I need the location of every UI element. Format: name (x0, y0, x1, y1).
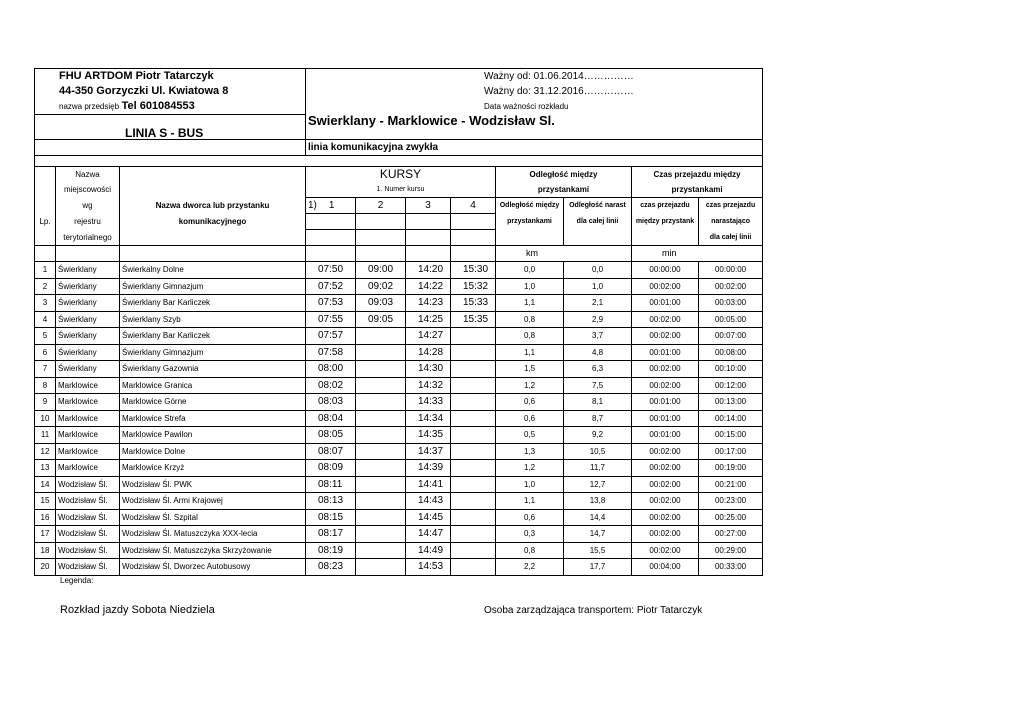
col-town-2: miejscowości (56, 182, 120, 198)
row-travel-time: 00:02:00 (632, 377, 699, 394)
row-distance-cumulative: 7,5 (564, 377, 632, 394)
row-distance: 0,8 (496, 542, 564, 559)
row-number: 11 (35, 427, 56, 444)
company-name: FHU ARTDOM Piotr Tatarczyk (35, 69, 306, 85)
table-row (35, 526, 763, 543)
row-distance-cumulative: 4,8 (564, 344, 632, 361)
row-course-4-time (451, 509, 496, 526)
unit-min: min (632, 246, 763, 262)
row-course-3-time: 14:35 (406, 427, 451, 444)
row-travel-time: 00:02:00 (632, 278, 699, 295)
row-travel-time: 00:02:00 (632, 460, 699, 477)
row-course-2-time: 09:02 (356, 278, 406, 295)
row-travel-time-cumulative: 00:23:00 (699, 493, 763, 510)
row-stop-name: Wodzisław Śl. Matuszczyka XXX-lecia (120, 526, 306, 543)
row-course-4-time (451, 460, 496, 477)
row-travel-time-cumulative: 00:03:00 (699, 295, 763, 312)
table-row (35, 377, 763, 394)
row-course-2-time (356, 559, 406, 576)
col-time-b-1: czas przejazdu (699, 198, 763, 214)
row-distance-cumulative: 14,4 (564, 509, 632, 526)
company-label: nazwa przedsięb (59, 102, 120, 111)
col-dist-a-2: przystankami (496, 214, 564, 230)
row-number: 15 (35, 493, 56, 510)
row-course-3-time: 14:33 (406, 394, 451, 411)
row-travel-time-cumulative: 00:33:00 (699, 559, 763, 576)
row-distance: 0,6 (496, 509, 564, 526)
row-course-1-time: 08:15 (306, 509, 356, 526)
row-town: Marklowice (56, 427, 120, 444)
row-stop-name: Marklowice Dolne (120, 443, 306, 460)
row-town: Marklowice (56, 394, 120, 411)
row-course-2-time (356, 377, 406, 394)
row-distance-cumulative: 8,1 (564, 394, 632, 411)
row-course-3-time: 14:47 (406, 526, 451, 543)
row-stop-name: Wodzisław Śl. Armi Krajowej (120, 493, 306, 510)
company-phone: Tel 601084553 (121, 100, 195, 112)
table-row (35, 427, 763, 444)
transport-manager: Osoba zarządzająca transportem: Piotr Tatarczyk (484, 605, 703, 616)
row-town: Marklowice (56, 410, 120, 427)
row-course-4-time (451, 493, 496, 510)
row-number: 2 (35, 278, 56, 295)
row-town: Marklowice (56, 443, 120, 460)
row-course-2-time: 09:00 (356, 262, 406, 279)
row-travel-time-cumulative: 00:12:00 (699, 377, 763, 394)
row-travel-time: 00:01:00 (632, 394, 699, 411)
row-number: 17 (35, 526, 56, 543)
row-number: 20 (35, 559, 56, 576)
row-stop-name: Marklowice Górne (120, 394, 306, 411)
row-town: Wodzisław Śl. (56, 476, 120, 493)
row-number: 14 (35, 476, 56, 493)
col-time-b-2: narastająco (699, 214, 763, 230)
row-stop-name: Marklowice Granica (120, 377, 306, 394)
table-row (35, 559, 763, 576)
row-distance: 0,8 (496, 328, 564, 345)
row-travel-time: 00:02:00 (632, 311, 699, 328)
table-row (35, 410, 763, 427)
table-row (35, 278, 763, 295)
row-course-3-time: 14:41 (406, 476, 451, 493)
row-distance: 1,1 (496, 295, 564, 312)
course-number-4: 4 (451, 198, 496, 214)
row-travel-time-cumulative: 00:05:00 (699, 311, 763, 328)
row-course-1-time: 07:50 (306, 262, 356, 279)
row-course-1-time: 08:04 (306, 410, 356, 427)
table-row (35, 295, 763, 312)
row-travel-time-cumulative: 00:02:00 (699, 278, 763, 295)
row-distance: 1,0 (496, 476, 564, 493)
route-name: Swierklany - Marklowice - Wodzisław Sl. (306, 115, 763, 140)
table-row (35, 509, 763, 526)
row-travel-time-cumulative: 00:13:00 (699, 394, 763, 411)
row-course-2-time (356, 493, 406, 510)
col-town-1: Nazwa (56, 167, 120, 183)
row-course-1-time: 07:57 (306, 328, 356, 345)
row-distance: 1,3 (496, 443, 564, 460)
row-course-4-time: 15:30 (451, 262, 496, 279)
row-distance: 1,2 (496, 377, 564, 394)
row-travel-time: 00:00:00 (632, 262, 699, 279)
row-number: 18 (35, 542, 56, 559)
row-course-2-time (356, 460, 406, 477)
row-distance-cumulative: 9,2 (564, 427, 632, 444)
row-town: Wodzisław Śl. (56, 509, 120, 526)
row-stop-name: Świerklany Gazownia (120, 361, 306, 378)
row-travel-time-cumulative: 00:14:00 (699, 410, 763, 427)
row-course-4-time: 15:35 (451, 311, 496, 328)
row-stop-name: Świerkalny Dolne (120, 262, 306, 279)
row-course-3-time: 14:43 (406, 493, 451, 510)
row-number: 4 (35, 311, 56, 328)
row-travel-time: 00:01:00 (632, 344, 699, 361)
table-row (35, 328, 763, 345)
row-course-1-time: 08:00 (306, 361, 356, 378)
row-distance-cumulative: 8,7 (564, 410, 632, 427)
col-dist-b-1: Odległość narast (564, 198, 632, 214)
row-course-1-time: 08:17 (306, 526, 356, 543)
row-course-2-time: 09:05 (356, 311, 406, 328)
row-distance-cumulative: 11,7 (564, 460, 632, 477)
row-town: Świerklany (56, 328, 120, 345)
row-course-1-time: 08:09 (306, 460, 356, 477)
row-number: 8 (35, 377, 56, 394)
row-distance-cumulative: 0,0 (564, 262, 632, 279)
row-course-1-time: 08:02 (306, 377, 356, 394)
row-travel-time: 00:02:00 (632, 493, 699, 510)
row-course-4-time: 15:33 (451, 295, 496, 312)
row-course-2-time (356, 410, 406, 427)
col-town-5: terytorialnego (56, 230, 120, 246)
row-distance: 0,3 (496, 526, 564, 543)
row-travel-time: 00:02:00 (632, 542, 699, 559)
row-course-2-time (356, 476, 406, 493)
row-course-3-time: 14:28 (406, 344, 451, 361)
row-course-1-time: 08:03 (306, 394, 356, 411)
row-stop-name: Świerklany Bar Karliczek (120, 328, 306, 345)
course-note: 1. Numer kursu (306, 182, 496, 198)
row-number: 7 (35, 361, 56, 378)
row-course-1-time: 07:52 (306, 278, 356, 295)
row-travel-time-cumulative: 00:29:00 (699, 542, 763, 559)
col-time-a-1: czas przejazdu (632, 198, 699, 214)
row-travel-time-cumulative: 00:25:00 (699, 509, 763, 526)
table-row (35, 542, 763, 559)
table-row (35, 394, 763, 411)
row-distance: 1,1 (496, 493, 564, 510)
row-course-4-time: 15:32 (451, 278, 496, 295)
validity-label: Data ważności rozkładu (306, 99, 763, 115)
col-dist-b-2: dla całej linii (564, 214, 632, 230)
col-town-3: wg (56, 198, 120, 214)
row-town: Wodzisław Śl. (56, 526, 120, 543)
row-travel-time: 00:02:00 (632, 443, 699, 460)
row-course-4-time (451, 328, 496, 345)
row-travel-time: 00:01:00 (632, 295, 699, 312)
row-distance: 0,6 (496, 394, 564, 411)
kursy-title: KURSY (306, 167, 496, 183)
row-distance-cumulative: 2,1 (564, 295, 632, 312)
row-number: 6 (35, 344, 56, 361)
row-number: 3 (35, 295, 56, 312)
row-course-2-time (356, 361, 406, 378)
table-row (35, 262, 763, 279)
row-number: 10 (35, 410, 56, 427)
row-travel-time-cumulative: 00:00:00 (699, 262, 763, 279)
time-title: Czas przejazdu między (632, 167, 763, 183)
row-stop-name: Marklowice Krzyż (120, 460, 306, 477)
row-course-2-time (356, 443, 406, 460)
timetable-header (35, 69, 763, 262)
unit-km: km (496, 246, 632, 262)
company-address: 44-350 Gorzyczki Ul. Kwiatowa 8 (35, 84, 306, 99)
row-course-4-time (451, 476, 496, 493)
row-course-1-time: 07:58 (306, 344, 356, 361)
row-town: Wodzisław Śl. (56, 493, 120, 510)
row-course-1-time: 08:19 (306, 542, 356, 559)
row-distance: 0,5 (496, 427, 564, 444)
row-town: Świerklany (56, 278, 120, 295)
row-course-3-time: 14:53 (406, 559, 451, 576)
row-travel-time: 00:02:00 (632, 361, 699, 378)
row-travel-time: 00:01:00 (632, 410, 699, 427)
row-distance-cumulative: 3,7 (564, 328, 632, 345)
row-town: Marklowice (56, 460, 120, 477)
course-number-3: 3 (406, 198, 451, 214)
row-course-2-time (356, 344, 406, 361)
valid-to: Ważny do: 31.12.2016…………… (306, 84, 763, 99)
row-course-3-time: 14:37 (406, 443, 451, 460)
timetable-sheet (34, 68, 762, 576)
course-number-2: 2 (356, 198, 406, 214)
row-distance-cumulative: 10,5 (564, 443, 632, 460)
col-town-4: rejestru (56, 214, 120, 230)
row-course-2-time (356, 394, 406, 411)
col-stop-1: Nazwa dworca lub przystanku (120, 198, 306, 214)
row-distance: 0,8 (496, 311, 564, 328)
row-town: Świerklany (56, 295, 120, 312)
row-course-3-time: 14:34 (406, 410, 451, 427)
row-course-1-time: 07:55 (306, 311, 356, 328)
row-course-1-time: 08:07 (306, 443, 356, 460)
row-distance: 0,0 (496, 262, 564, 279)
row-town: Wodzisław Śl. (56, 559, 120, 576)
row-course-3-time: 14:22 (406, 278, 451, 295)
row-course-3-time: 14:30 (406, 361, 451, 378)
row-course-1-time: 07:53 (306, 295, 356, 312)
timetable-table (34, 68, 763, 576)
row-stop-name: Wodzisław Śl. Szpital (120, 509, 306, 526)
row-course-4-time (451, 559, 496, 576)
row-distance: 2,2 (496, 559, 564, 576)
table-row (35, 460, 763, 477)
row-stop-name: Wodzisław Śl. PWK (120, 476, 306, 493)
row-distance: 1,5 (496, 361, 564, 378)
course-ref: 1) (308, 200, 317, 211)
row-town: Wodzisław Śl. (56, 542, 120, 559)
row-distance-cumulative: 15,5 (564, 542, 632, 559)
row-stop-name: Świerklany Szyb (120, 311, 306, 328)
row-course-2-time (356, 526, 406, 543)
row-course-1-time: 08:23 (306, 559, 356, 576)
row-travel-time: 00:02:00 (632, 509, 699, 526)
col-time-b-3: dla całej linii (699, 230, 763, 246)
row-travel-time-cumulative: 00:27:00 (699, 526, 763, 543)
row-stop-name: Świerklany Bar Karliczek (120, 295, 306, 312)
row-travel-time-cumulative: 00:08:00 (699, 344, 763, 361)
table-row (35, 361, 763, 378)
valid-from: Ważny od: 01.06.2014…………… (306, 69, 763, 85)
col-stop-2: komunikacyjnego (120, 214, 306, 230)
row-course-3-time: 14:45 (406, 509, 451, 526)
row-stop-name: Marklowice Pawilon (120, 427, 306, 444)
timetable-rows (35, 262, 763, 576)
row-travel-time: 00:01:00 (632, 427, 699, 444)
row-course-1-time: 08:11 (306, 476, 356, 493)
row-travel-time: 00:02:00 (632, 476, 699, 493)
row-course-2-time (356, 328, 406, 345)
row-travel-time: 00:04:00 (632, 559, 699, 576)
row-course-2-time (356, 427, 406, 444)
table-row (35, 493, 763, 510)
row-distance-cumulative: 6,3 (564, 361, 632, 378)
row-course-4-time (451, 526, 496, 543)
row-distance-cumulative: 14,7 (564, 526, 632, 543)
row-course-1-time: 08:05 (306, 427, 356, 444)
table-row (35, 443, 763, 460)
row-travel-time-cumulative: 00:19:00 (699, 460, 763, 477)
row-stop-name: Świerklany Gimnazjum (120, 278, 306, 295)
row-distance-cumulative: 12,7 (564, 476, 632, 493)
distance-title-2: przystankami (496, 182, 632, 198)
line-type: linia komunikacyjna zwykła (306, 140, 763, 156)
row-distance-cumulative: 2,9 (564, 311, 632, 328)
row-travel-time: 00:02:00 (632, 526, 699, 543)
schedule-days: Rozkład jazdy Sobota Niedziela (60, 604, 215, 616)
row-course-3-time: 14:49 (406, 542, 451, 559)
row-course-3-time: 14:23 (406, 295, 451, 312)
row-course-4-time (451, 361, 496, 378)
row-distance: 0,6 (496, 410, 564, 427)
row-stop-name: Wodzisław Śl. Dworzec Autobusowy (120, 559, 306, 576)
row-course-4-time (451, 427, 496, 444)
table-row (35, 311, 763, 328)
row-number: 1 (35, 262, 56, 279)
row-town: Świerklany (56, 262, 120, 279)
row-travel-time-cumulative: 00:07:00 (699, 328, 763, 345)
row-travel-time-cumulative: 00:10:00 (699, 361, 763, 378)
row-stop-name: Marklowice Strefa (120, 410, 306, 427)
row-course-3-time: 14:20 (406, 262, 451, 279)
row-travel-time-cumulative: 00:15:00 (699, 427, 763, 444)
row-number: 9 (35, 394, 56, 411)
row-distance-cumulative: 1,0 (564, 278, 632, 295)
row-course-2-time: 09:03 (356, 295, 406, 312)
row-course-4-time (451, 542, 496, 559)
distance-title: Odległość między (496, 167, 632, 183)
row-course-2-time (356, 509, 406, 526)
row-number: 12 (35, 443, 56, 460)
row-course-3-time: 14:39 (406, 460, 451, 477)
row-course-4-time (451, 410, 496, 427)
row-travel-time-cumulative: 00:17:00 (699, 443, 763, 460)
row-stop-name: Świerklany Gimnazjum (120, 344, 306, 361)
row-course-3-time: 14:27 (406, 328, 451, 345)
row-number: 13 (35, 460, 56, 477)
row-course-4-time (451, 344, 496, 361)
row-town: Marklowice (56, 377, 120, 394)
row-number: 5 (35, 328, 56, 345)
row-stop-name: Wodzisław Śl. Matuszczyka Skrzyżowanie (120, 542, 306, 559)
col-dist-a-1: Odległość między (496, 198, 564, 214)
table-row (35, 476, 763, 493)
col-time-a-2: między przystank (632, 214, 699, 230)
row-town: Świerklany (56, 361, 120, 378)
row-town: Świerklany (56, 311, 120, 328)
course-number-1: 1 (328, 200, 335, 211)
row-course-1-time: 08:13 (306, 493, 356, 510)
row-course-3-time: 14:32 (406, 377, 451, 394)
time-title-2: przystankami (632, 182, 763, 198)
row-distance: 1,2 (496, 460, 564, 477)
row-distance-cumulative: 13,8 (564, 493, 632, 510)
row-course-4-time (451, 377, 496, 394)
row-distance: 1,1 (496, 344, 564, 361)
row-course-3-time: 14:25 (406, 311, 451, 328)
row-course-2-time (356, 542, 406, 559)
row-travel-time: 00:02:00 (632, 328, 699, 345)
row-course-4-time (451, 394, 496, 411)
row-distance-cumulative: 17,7 (564, 559, 632, 576)
row-course-4-time (451, 443, 496, 460)
legend-label: Legenda: (60, 576, 94, 585)
row-travel-time-cumulative: 00:21:00 (699, 476, 763, 493)
row-number: 16 (35, 509, 56, 526)
line-name: LINIA S - BUS (35, 115, 306, 140)
table-row (35, 344, 763, 361)
col-lp: Lp. (35, 214, 56, 230)
row-town: Świerklany (56, 344, 120, 361)
row-distance: 1,0 (496, 278, 564, 295)
